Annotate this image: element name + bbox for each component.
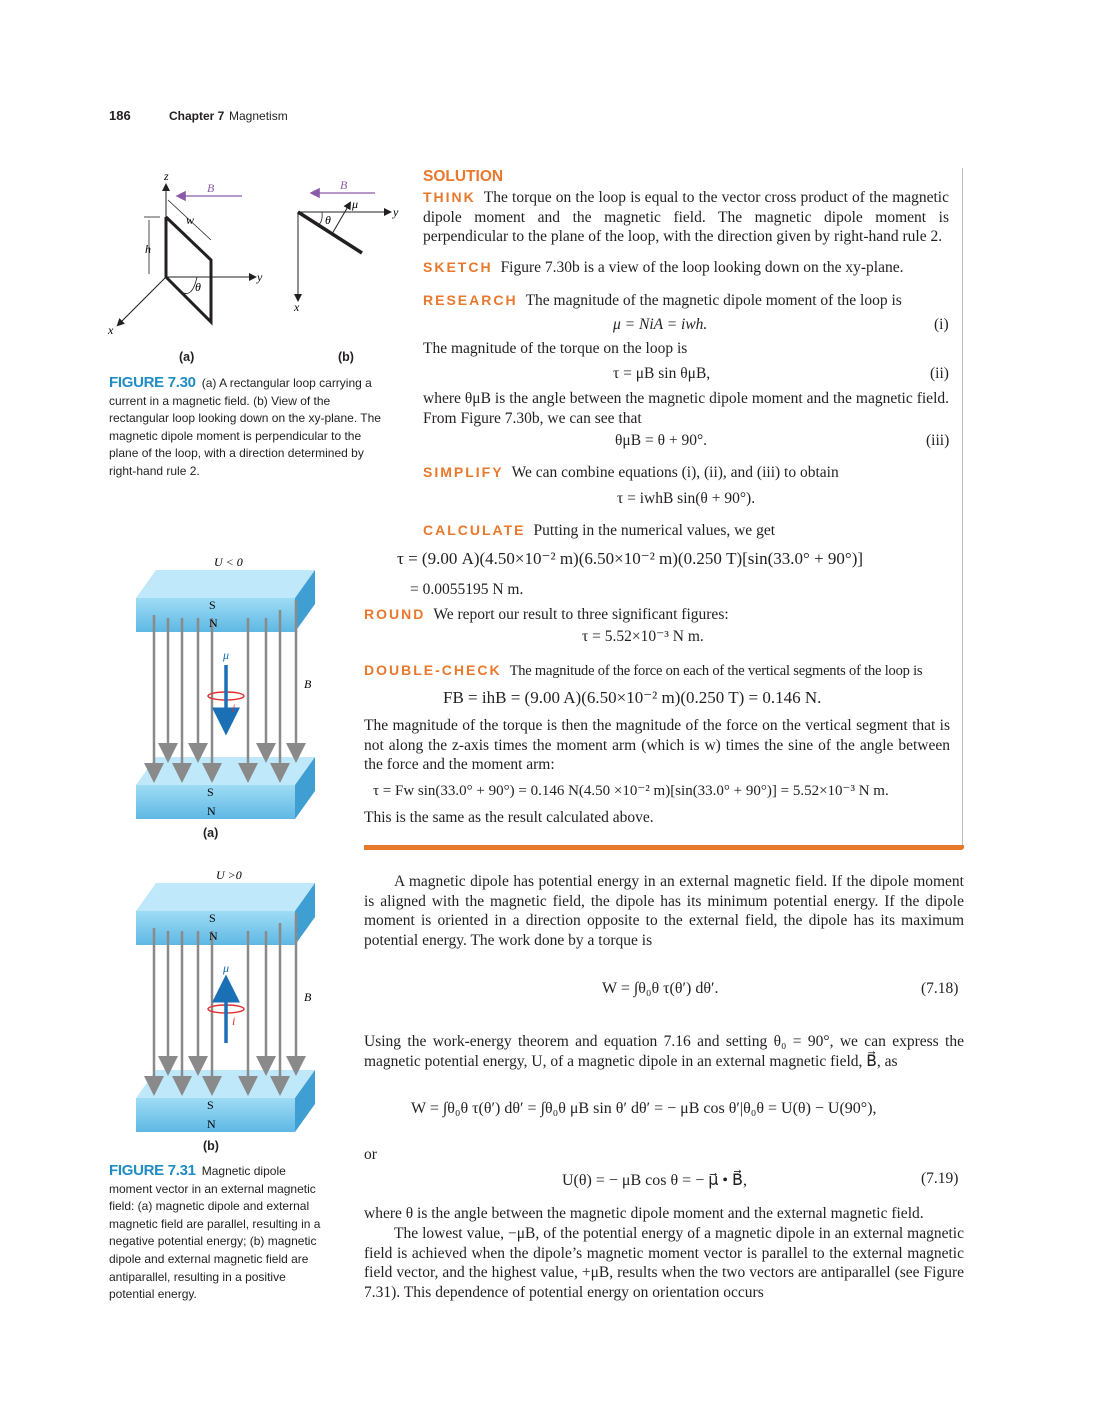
double-check-text-3: This is the same as the result calculated above.: [364, 809, 654, 826]
dipole-parallel-setup: [136, 570, 315, 819]
equation-i-number: (i): [934, 316, 949, 333]
mu-label: μ⃗: [223, 961, 239, 975]
think-step: THINK The torque on the loop is equal to the vector cross product of the magnetic dipole moment and the magnetic field. The magnetic dipole moment is perpendicular to the plane of the loop, with the direction given by right-hand rule 2.: [423, 189, 949, 245]
equation-i: μ = NiA = iwh.: [613, 316, 708, 333]
equation-result: = 0.0055195 N m.: [410, 581, 524, 598]
equation-rounded: τ = 5.52×10⁻³ N m.: [582, 628, 704, 645]
axis-y-label: y: [257, 270, 263, 284]
axis-y-label-b: y: [393, 205, 399, 219]
equation-7-19-number: (7.19): [921, 1170, 959, 1187]
double-check-step: DOUBLE-CHECK The magnitude of the force on each of the vertical segments of the loop is: [364, 662, 923, 679]
figure-number: FIGURE 7.30: [109, 374, 196, 391]
calculate-step: CALCULATE Putting in the numerical values, we get: [423, 522, 775, 539]
field-label: B⃗: [304, 990, 321, 1004]
chapter-title: Magnetism: [229, 109, 288, 123]
paragraph-1: A magnetic dipole has potential energy in an external magnetic field. If the dipole moment is aligned with the magnetic field, the dipole has its minimum potential energy. If the dipole moment is oriented in a direction opposite to the external field, the dipole has its maximum potential energy. The work done by a torque is: [364, 873, 964, 949]
equation-calculate: τ = (9.00 A)(4.50×10⁻² m)(6.50×10⁻² m)(0.250 T)[sin(33.0° + 90°)]: [397, 549, 864, 568]
pole-n: N: [209, 929, 218, 943]
mu-label: μ⃗: [352, 197, 368, 211]
paragraph-4: The lowest value, −μB, of the potential energy of a magnetic dipole in an external magnetic field is achieved when the dipole’s magnetic moment vector is parallel to the external magnetic field vector, and the highest value, +μB, results when the two vectors are antiparallel (see Figure 7.31). This dependence of potential energy on orientation occurs: [364, 1225, 964, 1301]
height-h-label: h: [145, 242, 151, 256]
subfig-b-label: (b): [338, 350, 354, 364]
equation-7-18-number: (7.18): [921, 980, 959, 997]
solution-box-bottom-bar: [364, 845, 964, 850]
figure-number: FIGURE 7.31: [109, 1162, 196, 1179]
research-step: RESEARCH The magnitude of the magnetic dipole moment of the loop is: [423, 292, 902, 309]
pole-s: S: [209, 598, 216, 612]
loop-top-view: [293, 178, 399, 314]
loop-3d-view: [107, 169, 263, 337]
pole-n: N: [209, 616, 218, 630]
page-number: 186: [109, 108, 131, 123]
dipole-antiparallel-setup: [136, 883, 315, 1132]
double-check-text-2: The magnitude of the torque is then the magnitude of the force on the vertical segment that is not along the z-axis times the moment arm (which is w) times the sine of the angle between the force and the moment arm:: [364, 717, 950, 773]
energy-label-a: U < 0: [214, 555, 243, 569]
equation-torque-check: τ = Fw sin(33.0° + 90°) = 0.146 N(4.50 ×10⁻² m)[sin(33.0° + 90°)] = 5.52×10⁻³ N m.: [373, 783, 889, 799]
figure-7-30-caption: FIGURE 7.30 (a) A rectangular loop carrying a current in a magnetic field. (b) View of the rectangular loop looking down on the xy-plane. The magnetic dipole moment is perpendicular to the plane of the loop, with a direction determined by right-hand rule 2.: [109, 374, 381, 478]
equation-iii: θμB = θ + 90°.: [615, 432, 708, 449]
width-w-label: w: [186, 213, 195, 227]
equation-combined: τ = iwhB sin(θ + 90°).: [617, 490, 756, 507]
solution-box-border: [962, 168, 963, 846]
pole-n: N: [207, 1117, 216, 1131]
subfig-a-label: (a): [179, 350, 195, 364]
axis-z-label: z: [164, 169, 169, 183]
current-label: i: [232, 701, 236, 715]
paragraph-3: where θ is the angle between the magnetic dipole moment and the external magnetic field.: [364, 1205, 924, 1222]
paragraph-2: Using the work-energy theorem and equation 7.16 and setting θ₀ = 90°, we can express the magnetic potential energy, U, of a magnetic dipole in an external magnetic field, B⃗, as: [364, 1033, 964, 1070]
field-b-label-b: B⃗: [340, 178, 357, 192]
theta-label: θ: [195, 280, 201, 294]
research-text-2: The magnitude of the torque on the loop is: [423, 340, 688, 357]
subfig-a-label: (a): [203, 826, 219, 840]
figure-7-31-caption: FIGURE 7.31 Magnetic dipole moment vector in an external magnetic field: (a) magnetic dipole and external magnetic field are parallel, resulting in a negative potential energy; (b) magnetic dipole and external magnetic field are antiparallel, resulting in a positive potential energy.: [109, 1162, 321, 1302]
axis-x-label: x: [108, 323, 114, 337]
pole-s: S: [209, 911, 216, 925]
pole-n: N: [207, 804, 216, 818]
mu-label: μ⃗: [223, 648, 239, 662]
equation-iii-number: (iii): [926, 432, 950, 449]
sketch-step: SKETCH Figure 7.30b is a view of the loop looking down on the xy-plane.: [423, 259, 904, 276]
equation-ii-number: (ii): [930, 365, 949, 382]
round-step: ROUND We report our result to three significant figures:: [364, 606, 729, 623]
subfig-b-label: (b): [203, 1139, 219, 1153]
pole-s: S: [207, 1098, 214, 1112]
pole-s: S: [207, 785, 214, 799]
axis-x-label-b: x: [294, 300, 300, 314]
equation-7-18: W = ∫θ₀θ τ(θ′) dθ′.: [602, 980, 719, 997]
equation-force: FB = ihB = (9.00 A)(6.50×10⁻² m)(0.250 T) = 0.146 N.: [443, 688, 822, 707]
figure-7-31-diagram: [120, 550, 340, 1150]
research-text-3: where θμB is the angle between the magnetic dipole moment and the magnetic field. From Figure 7.30b, we can see that: [423, 390, 949, 427]
chapter-label: Chapter 7: [169, 109, 225, 123]
or-text: or: [364, 1146, 377, 1163]
figure-7-30-diagram: [100, 160, 400, 360]
solution-title: SOLUTION: [423, 168, 504, 185]
field-label: B⃗: [304, 677, 321, 691]
current-label: i: [232, 1014, 236, 1028]
energy-label-b: U >0: [216, 868, 242, 882]
theta-label-b: θ: [325, 213, 331, 227]
equation-work: W = ∫θ₀θ τ(θ′) dθ′ = ∫θ₀θ μB sin θ′ dθ′ = − μB cos θ′|θ₀θ = U(θ) − U(90°),: [411, 1100, 877, 1117]
simplify-step: SIMPLIFY We can combine equations (i), (ii), and (iii) to obtain: [423, 464, 839, 481]
equation-7-19: U(θ) = − μB cos θ = − μ⃗ • B⃗,: [562, 1172, 747, 1189]
field-b-label: B⃗: [207, 181, 224, 195]
equation-ii: τ = μB sin θμB,: [613, 365, 711, 382]
